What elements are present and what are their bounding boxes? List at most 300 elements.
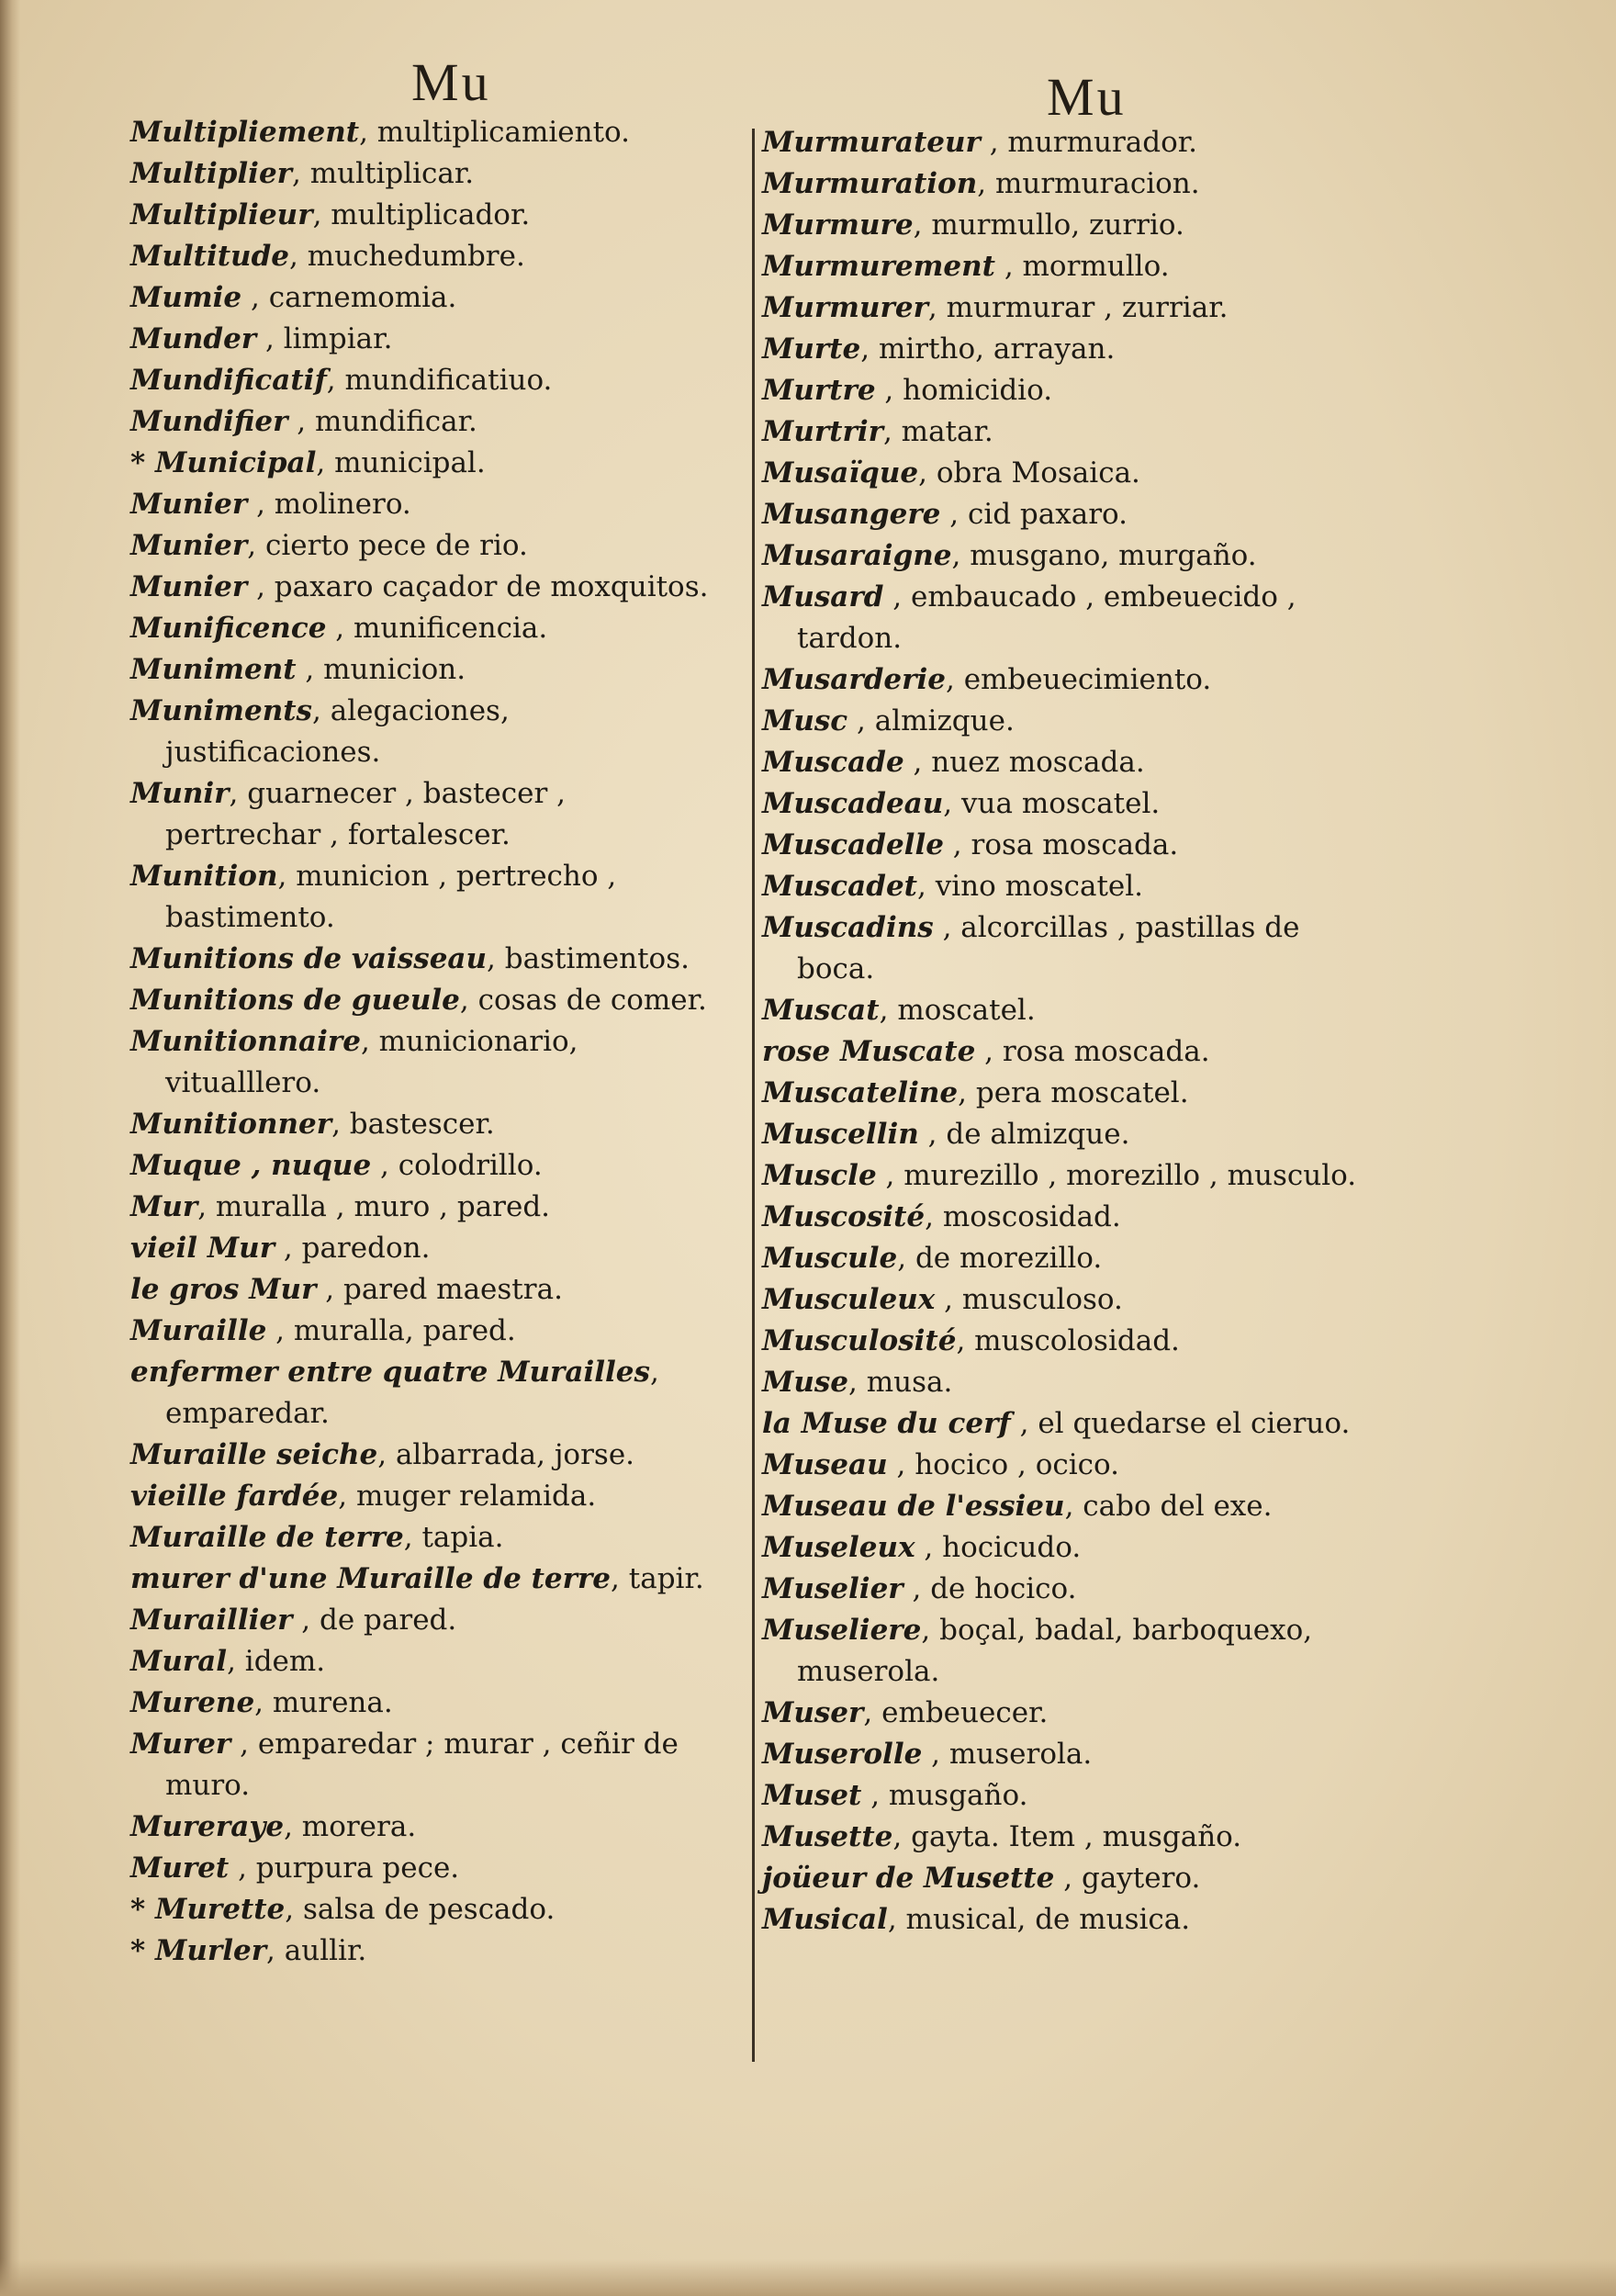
column-divider: [752, 129, 755, 2062]
entry-headword: Muscle: [762, 1159, 877, 1192]
entry-headword: Muscade: [762, 746, 904, 779]
entry-definition: murmuracion.: [994, 167, 1200, 200]
entry-definition: mundificar.: [315, 405, 477, 438]
entry-separator: ,: [1064, 1490, 1083, 1523]
entry-definition: musical, de musica.: [905, 1903, 1191, 1936]
entry-headword: Muraillier: [130, 1604, 293, 1637]
entry-headword: Murmurement: [762, 250, 995, 283]
entry-headword: Muraille: [130, 1314, 267, 1347]
entry-definition: musgaño.: [888, 1779, 1028, 1812]
entry-separator: ,: [994, 250, 1023, 283]
entry-definition: colodrillo.: [398, 1149, 543, 1182]
entry-definition: mirtho, arrayan.: [878, 332, 1116, 366]
entry-separator: ,: [312, 198, 331, 231]
dictionary-entry: [130, 277, 729, 319]
entry-definition: matar.: [901, 415, 993, 448]
dictionary-entry: [130, 153, 729, 195]
dictionary-entry: [762, 370, 1368, 411]
dictionary-entry: [762, 1155, 1368, 1197]
dictionary-entry: [762, 1610, 1368, 1693]
entry-definition: municion.: [323, 653, 466, 686]
entry-separator: ,: [359, 116, 377, 149]
dictionary-entry: [762, 1031, 1368, 1073]
entry-definition: murmullo, zurrio.: [931, 208, 1184, 242]
entry-definition: boçal, badal, barboquexo, muserola.: [797, 1614, 1313, 1688]
dictionary-entry: [762, 494, 1368, 535]
dictionary-entry: [762, 1486, 1368, 1527]
entry-definition: bastescer.: [349, 1108, 495, 1141]
entry-definition: rosa moscada.: [1002, 1035, 1210, 1068]
entry-definition: multiplicar.: [309, 157, 475, 190]
entry-definition: moscatel.: [897, 994, 1036, 1027]
dictionary-entry: [130, 856, 729, 939]
entry-definition: de pared.: [320, 1604, 457, 1637]
entry-separator: ,: [288, 240, 308, 273]
entry-separator: ,: [876, 1159, 904, 1192]
entry-definition: de hocico.: [930, 1572, 1077, 1605]
entry-definition: mormullo.: [1022, 250, 1170, 283]
entry-separator: ,: [229, 1851, 256, 1885]
entry-separator: ,: [287, 405, 316, 438]
entry-headword: Munder: [130, 322, 257, 355]
entry-headword: Musc: [762, 704, 848, 737]
dictionary-entry: [762, 907, 1368, 990]
entry-separator: ,: [933, 911, 961, 944]
entry-headword: Multitude: [130, 240, 289, 273]
entry-separator: ,: [338, 1480, 356, 1513]
entry-separator: ,: [296, 653, 324, 686]
entry-definition: el quedarse el cieruo.: [1038, 1407, 1351, 1440]
entry-headword: Munitionner: [130, 1108, 332, 1141]
dictionary-entry: [130, 525, 729, 567]
left-column: [130, 112, 729, 1972]
dictionary-entry: [130, 1806, 729, 1848]
dictionary-entry: [130, 1517, 729, 1559]
entry-headword: * Municipal: [130, 446, 317, 479]
entry-headword: Musculosité: [762, 1324, 957, 1357]
entry-separator: ,: [326, 364, 345, 397]
entry-headword: Muscadet: [762, 870, 917, 903]
entry-definition: vua moscatel.: [961, 787, 1161, 820]
dictionary-entry: [762, 1238, 1368, 1279]
entry-definition: tapir.: [628, 1562, 704, 1595]
entry-headword: * Murler: [130, 1934, 267, 1967]
entry-separator: ,: [875, 374, 903, 407]
entry-separator: ,: [956, 1324, 975, 1357]
entry-definition: guarnecer , bastecer , pertrechar , fortalescer.: [165, 777, 567, 851]
dictionary-entry: [762, 1858, 1368, 1899]
entry-headword: Multiplieur: [130, 198, 313, 231]
entry-separator: ,: [331, 1108, 350, 1141]
entry-headword: Munier: [130, 570, 248, 603]
entry-definition: gayta. Item , musgaño.: [911, 1820, 1242, 1853]
entry-headword: Muniments: [130, 694, 313, 727]
entry-definition: multiplicamiento.: [376, 116, 630, 149]
entry-separator: ,: [943, 787, 962, 820]
entry-headword: Mur: [130, 1190, 198, 1223]
entry-definition: municion , pertrecho , bastimento.: [165, 860, 617, 934]
entry-separator: ,: [921, 1614, 940, 1647]
entry-headword: Murmuration: [762, 167, 978, 200]
entry-definition: cid paxaro.: [967, 498, 1128, 531]
right-column-header: Mu: [1047, 67, 1127, 127]
entry-separator: ,: [861, 1779, 889, 1812]
dictionary-entry: [130, 1641, 729, 1683]
entry-definition: embeuecer.: [881, 1696, 1049, 1729]
dictionary-entry: [762, 205, 1368, 246]
entry-definition: pared maestra.: [342, 1273, 563, 1306]
entry-headword: le gros Mur: [130, 1273, 317, 1306]
entry-definition: murmurar , zurriar.: [946, 291, 1229, 324]
entry-headword: Muscateline: [762, 1076, 959, 1109]
entry-definition: alcorcillas , pastillas de boca.: [797, 911, 1300, 985]
entry-separator: ,: [459, 984, 478, 1017]
entry-separator: ,: [887, 1448, 915, 1481]
entry-definition: embeuecimiento.: [963, 663, 1212, 696]
entry-separator: ,: [860, 332, 879, 366]
entry-definition: muralla, pared.: [293, 1314, 516, 1347]
left-column-header: Mu: [411, 52, 491, 112]
entry-headword: Muque , nuque: [130, 1149, 372, 1182]
entry-headword: Mureraye: [130, 1810, 285, 1843]
entry-separator: ,: [247, 488, 275, 521]
entry-headword: Murmure: [762, 208, 914, 242]
entry-separator: ,: [377, 1438, 396, 1471]
dictionary-entry: [130, 1683, 729, 1724]
entry-definition: embaucado , embeuecido , tardon.: [797, 580, 1296, 655]
entry-separator: ,: [883, 580, 911, 613]
entry-definition: munificencia.: [354, 612, 548, 645]
entry-headword: Muscadelle: [762, 828, 944, 861]
entry-definition: de morezillo.: [915, 1242, 1103, 1275]
entry-headword: rose Muscate: [762, 1035, 976, 1068]
entry-headword: Muraille de terre: [130, 1521, 404, 1554]
entry-separator: ,: [316, 446, 335, 479]
dictionary-entry: [130, 1476, 729, 1517]
entry-separator: ,: [254, 1686, 273, 1719]
entry-headword: Muret: [130, 1851, 230, 1885]
entry-definition: tapia.: [421, 1521, 504, 1554]
entry-definition: de almizque.: [946, 1118, 1130, 1151]
entry-separator: ,: [227, 1645, 245, 1678]
entry-separator: ,: [649, 1356, 659, 1389]
entry-separator: ,: [285, 1893, 303, 1926]
entry-separator: ,: [487, 942, 505, 975]
entry-definition: hocicudo.: [942, 1531, 1082, 1564]
dictionary-entry: [762, 287, 1368, 329]
entry-headword: Munitions de vaisseau: [130, 942, 488, 975]
entry-definition: muchedumbre.: [307, 240, 525, 273]
entry-definition: emparedar ; murar , ceñir de muro.: [165, 1728, 679, 1802]
dictionary-entry: [762, 1197, 1368, 1238]
entry-definition: almizque.: [874, 704, 1015, 737]
entry-headword: Multiplier: [130, 157, 293, 190]
entry-separator: ,: [316, 1273, 343, 1306]
entry-headword: Murene: [130, 1686, 255, 1719]
entry-separator: ,: [915, 1531, 943, 1564]
dictionary-entry: [762, 1279, 1368, 1321]
dictionary-entry: [762, 1445, 1368, 1486]
dictionary-entry: [130, 1352, 729, 1435]
entry-definition: carnemomia.: [268, 281, 457, 314]
entry-headword: Muscule: [762, 1242, 898, 1275]
entry-headword: murer d'une Muraille de terre: [130, 1562, 612, 1595]
dictionary-entry: [762, 577, 1368, 659]
entry-definition: muserola.: [948, 1738, 1093, 1771]
entry-definition: moscosidad.: [942, 1200, 1121, 1233]
entry-headword: Museau de l'essieu: [762, 1490, 1065, 1523]
entry-separator: ,: [326, 612, 354, 645]
entry-headword: Muset: [762, 1779, 862, 1812]
dictionary-entry: [130, 1600, 729, 1641]
entry-separator: ,: [284, 1810, 302, 1843]
entry-separator: ,: [897, 1242, 915, 1275]
entry-separator: ,: [266, 1934, 285, 1967]
entry-definition: vino moscatel.: [935, 870, 1144, 903]
entry-definition: albarrada, jorse.: [395, 1438, 635, 1471]
entry-definition: limpiar.: [283, 322, 393, 355]
entry-definition: municipal.: [334, 446, 486, 479]
dictionary-entry: [130, 1145, 729, 1187]
dictionary-entry: [762, 825, 1368, 866]
entry-separator: ,: [230, 1728, 258, 1761]
entry-headword: Muser: [762, 1696, 864, 1729]
entry-headword: vieil Mur: [130, 1232, 275, 1265]
entry-definition: salsa de pescado.: [303, 1893, 556, 1926]
entry-definition: cabo del exe.: [1083, 1490, 1273, 1523]
entry-headword: Musette: [762, 1820, 893, 1853]
entry-separator: ,: [611, 1562, 629, 1595]
entry-headword: Muserolle: [762, 1738, 923, 1771]
dictionary-entry: [762, 1403, 1368, 1445]
dictionary-entry: [130, 1435, 729, 1476]
entry-headword: Musangere: [762, 498, 941, 531]
entry-definition: muger relamida.: [355, 1480, 597, 1513]
entry-definition: bastimentos.: [504, 942, 690, 975]
dictionary-entry: [762, 329, 1368, 370]
dictionary-entry: [762, 742, 1368, 783]
dictionary-entry: [130, 1311, 729, 1352]
entry-definition: paxaro caçador de moxquitos.: [274, 570, 709, 603]
entry-headword: Musaraigne: [762, 539, 952, 572]
dictionary-entry: [130, 691, 729, 773]
entry-headword: Mumie: [130, 281, 242, 314]
entry-separator: ,: [917, 870, 936, 903]
entry-separator: ,: [925, 1200, 943, 1233]
entry-definition: purpura pece.: [255, 1851, 460, 1885]
entry-separator: ,: [940, 498, 968, 531]
dictionary-entry: [762, 1527, 1368, 1569]
dictionary-entry: [762, 1114, 1368, 1155]
dictionary-entry: [130, 1104, 729, 1145]
entry-definition: cosas de comer.: [477, 984, 707, 1017]
entry-separator: ,: [980, 126, 1008, 159]
dictionary-entry: [130, 443, 729, 484]
dictionary-entry: [762, 659, 1368, 701]
entry-headword: Mundifier: [130, 405, 288, 438]
entry-headword: Munitions de gueule: [130, 984, 460, 1017]
entry-definition: multiplicador.: [331, 198, 531, 231]
entry-separator: ,: [229, 777, 248, 810]
page-bottom-shadow: [0, 2259, 1616, 2296]
entry-separator: ,: [256, 322, 284, 355]
entry-headword: enfermer entre quatre Murailles: [130, 1356, 650, 1389]
dictionary-entry: [762, 1899, 1368, 1941]
dictionary-entry: [130, 1187, 729, 1228]
entry-definition: murmurador.: [1007, 126, 1198, 159]
entry-separator: ,: [1054, 1862, 1082, 1895]
dictionary-entry: [762, 163, 1368, 205]
entry-definition: cierto pece de rio.: [264, 529, 528, 562]
dictionary-entry: [762, 1734, 1368, 1775]
entry-separator: ,: [371, 1149, 398, 1182]
entry-headword: Murte: [762, 332, 861, 366]
entry-separator: ,: [935, 1283, 962, 1316]
entry-separator: ,: [945, 663, 964, 696]
dictionary-entry: [130, 1269, 729, 1311]
dictionary-entry: [130, 401, 729, 443]
entry-separator: ,: [977, 167, 995, 200]
entry-separator: ,: [892, 1820, 912, 1853]
entry-separator: ,: [927, 291, 947, 324]
dictionary-entry: [130, 1559, 729, 1600]
entry-headword: Munir: [130, 777, 230, 810]
dictionary-entry: [130, 773, 729, 856]
entry-headword: vieille fardée: [130, 1480, 339, 1513]
entry-separator: ,: [951, 539, 971, 572]
entry-headword: Multipliement: [130, 116, 360, 149]
entry-separator: ,: [292, 1604, 320, 1637]
entry-definition: mundificatiuo.: [344, 364, 553, 397]
dictionary-entry: [130, 608, 729, 649]
entry-separator: ,: [197, 1190, 216, 1223]
entry-definition: musa.: [866, 1366, 953, 1399]
entry-separator: ,: [1010, 1407, 1038, 1440]
entry-headword: Musaïque: [762, 456, 919, 490]
entry-definition: morera.: [301, 1810, 417, 1843]
entry-headword: Muscadeau: [762, 787, 944, 820]
entry-headword: Muscellin: [762, 1118, 919, 1151]
entry-headword: Munition: [130, 860, 278, 893]
dictionary-entry: [762, 1321, 1368, 1362]
entry-headword: Muscat: [762, 994, 880, 1027]
entry-headword: Muscadins: [762, 911, 934, 944]
entry-definition: aullir.: [284, 1934, 367, 1967]
dictionary-entry: [762, 1693, 1368, 1734]
page-edge-shadow: [0, 0, 20, 2296]
entry-separator: ,: [958, 1076, 976, 1109]
dictionary-entry: [130, 1724, 729, 1806]
entry-definition: murena.: [272, 1686, 393, 1719]
dictionary-entry: [130, 195, 729, 236]
dictionary-entry: [762, 1569, 1368, 1610]
entry-headword: Murmurateur: [762, 126, 981, 159]
entry-separator: ,: [879, 994, 898, 1027]
dictionary-entry: [130, 319, 729, 360]
entry-headword: Musical: [762, 1903, 888, 1936]
entry-separator: ,: [913, 208, 932, 242]
entry-definition: musculoso.: [961, 1283, 1123, 1316]
entry-headword: Murer: [130, 1728, 231, 1761]
dictionary-entry: [130, 1930, 729, 1972]
entry-headword: Mural: [130, 1645, 228, 1678]
entry-definition: gaytero.: [1081, 1862, 1201, 1895]
entry-separator: ,: [312, 694, 331, 727]
dictionary-entry: [762, 1362, 1368, 1403]
dictionary-entry: [130, 649, 729, 691]
dictionary-entry: [762, 783, 1368, 825]
dictionary-entry: [762, 411, 1368, 453]
dictionary-entry: [130, 980, 729, 1021]
entry-separator: ,: [275, 1232, 302, 1265]
entry-headword: Muraille seiche: [130, 1438, 378, 1471]
dictionary-entry: [762, 1073, 1368, 1114]
entry-separator: ,: [241, 281, 269, 314]
entry-headword: Musculeux: [762, 1283, 936, 1316]
entry-headword: Museleux: [762, 1531, 915, 1564]
dictionary-entry: [130, 236, 729, 277]
dictionary-entry: [762, 866, 1368, 907]
entry-headword: la Muse du cerf: [762, 1407, 1011, 1440]
dictionary-entry: [130, 1021, 729, 1104]
entry-separator: ,: [903, 746, 932, 779]
entry-separator: ,: [975, 1035, 1003, 1068]
entry-headword: Murtre: [762, 374, 876, 407]
entry-separator: ,: [266, 1314, 294, 1347]
entry-headword: Munitionnaire: [130, 1025, 361, 1058]
dictionary-entry: [762, 246, 1368, 287]
entry-separator: ,: [922, 1738, 949, 1771]
entry-headword: joüeur de Musette: [762, 1862, 1055, 1895]
dictionary-entry: [762, 453, 1368, 494]
entry-definition: emparedar.: [165, 1397, 330, 1430]
dictionary-entry: [130, 1889, 729, 1930]
entry-headword: Munier: [130, 488, 248, 521]
dictionary-entry: [762, 990, 1368, 1031]
entry-headword: Muniment: [130, 653, 297, 686]
dictionary-entry: [130, 112, 729, 153]
entry-definition: idem.: [244, 1645, 326, 1678]
entry-headword: Munier: [130, 529, 248, 562]
entry-separator: ,: [848, 1366, 867, 1399]
entry-definition: obra Mosaica.: [936, 456, 1140, 490]
entry-headword: Munificence: [130, 612, 327, 645]
entry-definition: hocico , ocico.: [915, 1448, 1119, 1481]
entry-headword: Mundificatif: [130, 364, 327, 397]
dictionary-entry: [130, 360, 729, 401]
entry-headword: Murmurer: [762, 291, 928, 324]
entry-separator: ,: [360, 1025, 379, 1058]
entry-definition: paredon.: [301, 1232, 431, 1265]
dictionary-entry: [130, 484, 729, 525]
entry-separator: ,: [887, 1903, 906, 1936]
entry-separator: ,: [918, 1118, 947, 1151]
entry-headword: Museau: [762, 1448, 888, 1481]
entry-headword: Musard: [762, 580, 884, 613]
entry-definition: muscolosidad.: [974, 1324, 1180, 1357]
entry-headword: Musarderie: [762, 663, 946, 696]
dictionary-entry: [762, 122, 1368, 163]
entry-separator: ,: [292, 157, 310, 190]
entry-definition: muralla , muro , pared.: [215, 1190, 551, 1223]
entry-headword: Museliere: [762, 1614, 922, 1647]
entry-definition: rosa moscada.: [971, 828, 1179, 861]
entry-headword: Muselier: [762, 1572, 903, 1605]
entry-headword: * Murette: [130, 1893, 286, 1926]
entry-headword: Muscosité: [762, 1200, 926, 1233]
dictionary-entry: [762, 1817, 1368, 1858]
entry-separator: ,: [863, 1696, 882, 1729]
